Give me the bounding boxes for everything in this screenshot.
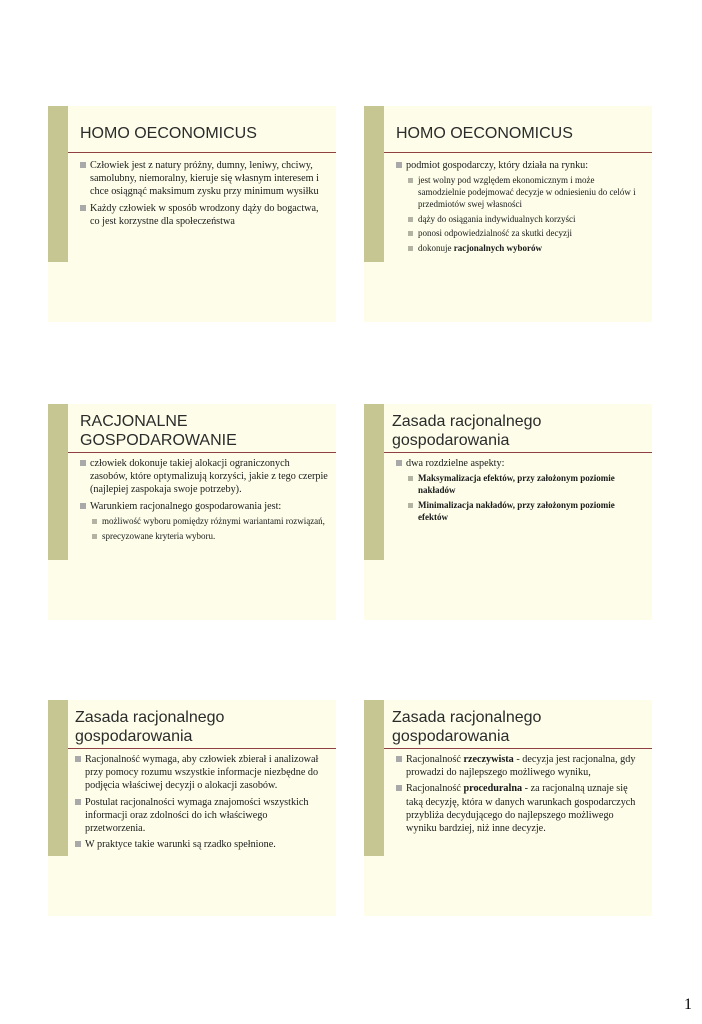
slide-title: HOMO OECONOMICUS (396, 125, 573, 142)
sub-bullet-item (396, 228, 644, 240)
bullet-text: Racjonalność (406, 783, 464, 795)
slide-accent-bar (48, 106, 68, 262)
bullet-text: Postulat racjonalności wymaga znajomości wszystkich informacji oraz zdolności do ich właściwego przetworzenia. (85, 796, 309, 835)
slide-accent-bar (364, 106, 384, 262)
slide-6 (364, 700, 652, 916)
sub-bullet-item (80, 516, 328, 528)
bold-text: Maksymalizacja efektów, przy założonym poziomie nakładów (418, 473, 615, 495)
bullet-text: dokonuje (418, 243, 454, 254)
bullet-text: sprecyzowane kryteria wyboru. (102, 530, 216, 541)
bullet-text: Racjonalność wymaga, aby człowiek zbierał i analizował przy pomocy rozumu wszystkie informacje niezbędne do podjęcia właściwej decyzji o alokacji zasobów. (85, 754, 319, 792)
bullet-item (396, 457, 644, 470)
slide-body (396, 159, 644, 258)
sub-bullet-item (396, 243, 644, 255)
slide-body (75, 753, 328, 854)
sub-bullet-item (80, 531, 328, 543)
page-number: 1 (684, 996, 692, 1013)
slide-title: Zasada racjonalnego gospodarowania (75, 709, 225, 745)
bullet-text: - decyzja jest racjonalna, gdy prowadzi do najlepszego możliwego wyniku, (406, 754, 636, 779)
bold-text: proceduralna (463, 783, 523, 795)
bullet-text: jest wolny pod względem ekonomicznym i może samodzielnie podejmować decyzje w odniesieniu do celów i przedmiotów swej własności (418, 175, 636, 209)
slide-title: RACJONALNE GOSPODAROWANIE (80, 413, 237, 449)
slide-title: HOMO OECONOMICUS (80, 125, 257, 142)
title-rule (68, 152, 336, 153)
slide-body (80, 159, 328, 231)
bullet-item (75, 753, 328, 793)
bullet-list (396, 753, 644, 835)
title-rule (384, 452, 652, 453)
bullet-item (80, 500, 328, 513)
bullet-text: - za racjonalną uznaje się taką decyzję, która w danych warunkach gospodarczych przybliża decydującego do najlepszego możliwego wyniku bardziej, niż inne decyzje. (406, 783, 636, 835)
bullet-item (80, 457, 328, 497)
slide-2 (364, 106, 652, 322)
bold-text: racjonalnych wyborów (453, 243, 542, 254)
sub-bullet-item (396, 473, 644, 497)
bullet-item (80, 159, 328, 199)
bullet-item (396, 782, 644, 835)
bullet-item (75, 796, 328, 836)
bullet-text: człowiek dokonuje takiej alokacji ograniczonych zasobów, które optymalizują korzyści, jakie z tego czerpie (najlepiej zaspokaja swoje potrzeby). (90, 458, 328, 496)
title-rule (384, 152, 652, 153)
bold-text: Minimalizacja nakładów, przy założonym poziomie efektów (418, 499, 615, 522)
title-rule (68, 748, 336, 749)
slide-accent-bar (364, 404, 384, 560)
slide-3 (48, 404, 336, 620)
bullet-text: W praktyce takie warunki są rzadko spełnione. (85, 839, 276, 851)
bullet-text: Człowiek jest z natury próżny, dumny, leniwy, chciwy, samolubny, niemoralny, kieruje się własnym interesem i chce osiągnąć maksimum zysku przy minimum wysiłku (90, 160, 319, 198)
bullet-text: dąży do osiągania indywidualnych korzyści (418, 213, 576, 224)
bullet-text: podmiot gospodarczy, który działa na rynku: (406, 160, 589, 171)
slide-accent-bar (48, 700, 68, 856)
slide-title: Zasada racjonalnego gospodarowania (392, 413, 542, 449)
title-rule (384, 748, 652, 749)
bullet-text: możliwość wyboru pomiędzy różnymi wariantami rozwiązań, (102, 515, 325, 526)
bullet-list (80, 457, 328, 542)
sub-bullet-item (396, 500, 644, 524)
bullet-text: dwa rozdzielne aspekty: (406, 458, 505, 469)
title-rule (68, 452, 336, 453)
bullet-list (396, 457, 644, 523)
bullet-text: Warunkiem racjonalnego gospodarowania jest: (90, 500, 282, 512)
sub-bullet-item (396, 214, 644, 226)
bullet-text: ponosi odpowiedzialność za skutki decyzji (418, 228, 572, 239)
bullet-list (75, 753, 328, 851)
bullet-list (80, 159, 328, 228)
bullet-text: Racjonalność (406, 754, 464, 765)
slide-body (80, 457, 328, 545)
slide-1 (48, 106, 336, 322)
bullet-list (396, 159, 644, 255)
bullet-item (396, 159, 644, 172)
bullet-text: Każdy człowiek w sposób wrodzony dąży do bogactwa, co jest korzystne dla społeczeństwa (90, 202, 319, 227)
slide-4 (364, 404, 652, 620)
slide-5 (48, 700, 336, 916)
bold-text: rzeczywista (463, 754, 514, 765)
slide-title: Zasada racjonalnego gospodarowania (392, 709, 542, 745)
sub-bullet-item (396, 175, 644, 210)
slide-body (396, 457, 644, 526)
slide-accent-bar (48, 404, 68, 560)
bullet-item (80, 202, 328, 228)
bullet-item (75, 838, 328, 851)
bullet-item (396, 753, 644, 779)
slide-body (396, 753, 644, 838)
slide-accent-bar (364, 700, 384, 856)
